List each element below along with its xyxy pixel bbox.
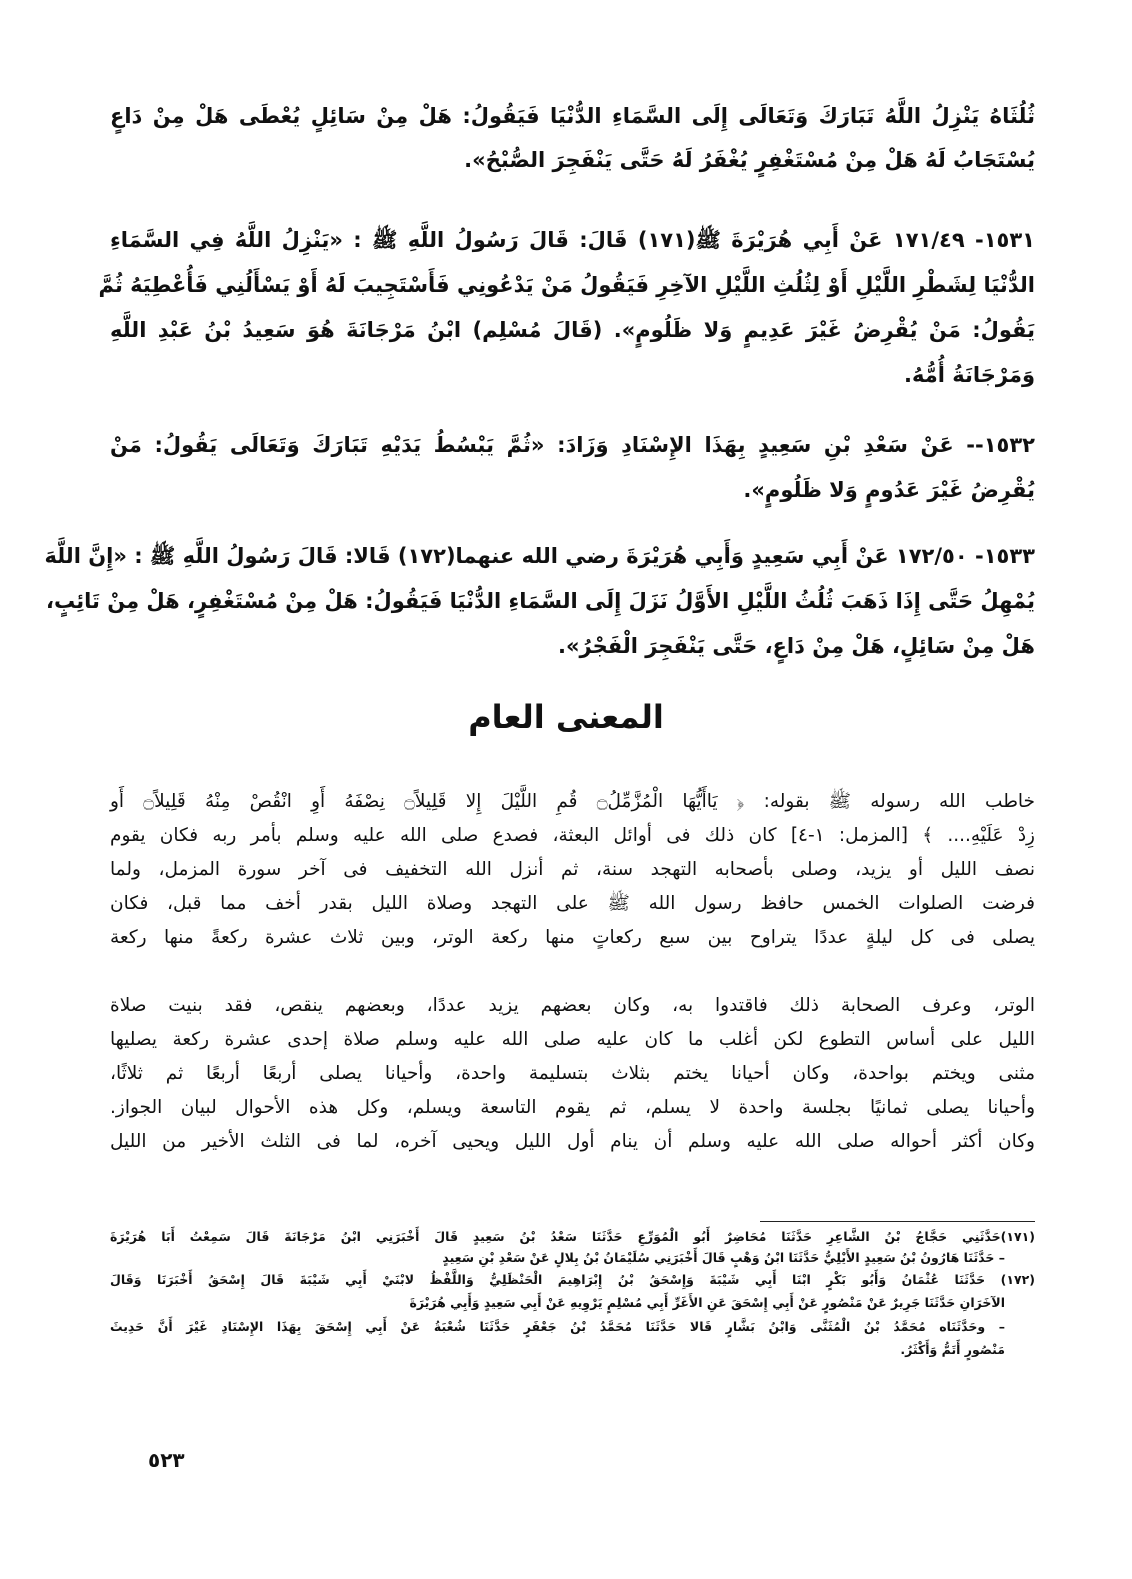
footnote-line: – وحَدَّثَنَاه مُحَمَّدُ بْنُ الْمُثَنَّى وَابْنُ بَشَّارٍ قَالا حَدَّثَنَا مُحَمَّدُ بْنُ جَعْفَرٍ حَدَّثَنَا شُعْبَةُ عَنْ أَبِي إِسْحَقَ بِهَذَا الإِسْنَادِ غَيْرَ أَنَّ حَدِيثَ bbox=[110, 1319, 1005, 1334]
page-number: ٥٢٣ bbox=[148, 1448, 185, 1472]
footnote-172-line: (١٧٢) حَدَّثَنَا عُثْمَانُ وَأَبُو بَكْرٍ ابْنَا أَبِي شَيْبَةَ وَإِسْحَقُ بْنُ إِبْرَاهِيمَ الْحَنْظَلِيُّ وَاللَّفْظُ لابْنَيْ أَبِي شَيْبَةَ قَالَ إِسْحَقُ أَخْبَرَنَا وَقَالَ bbox=[110, 1272, 1035, 1287]
hadith-1533-line: ١٥٣٣- ١٧٢/٥٠ عَنْ أَبِي سَعِيدٍ وَأَبِي هُرَيْرَةَ رضي الله عنهما(١٧٢) قَالا: قَالَ رَسُولُ اللَّهِ ﷺ : «إِنَّ اللَّهَ bbox=[44, 544, 1035, 568]
hadith-line: يُسْتَجَابُ لَهُ هَلْ مِنْ مُسْتَغْفِرٍ يُغْفَرُ لَهُ حَتَّى يَنْفَجِرَ الصُّبْحُ». bbox=[464, 148, 1035, 172]
commentary-line: وكان أكثر أحواله صلى الله عليه وسلم أن ينام أول الليل ويحيى آخره، لما فى الثلث الأخير من الليل bbox=[110, 1131, 1035, 1152]
footnote-line: – حَدَّثَنَا هَارُونُ بْنُ سَعِيدٍ الأَيْلِيُّ حَدَّثَنَا ابْنُ وَهْبٍ قَالَ أَخْبَرَنِي سُلَيْمَانُ بْنُ بِلالٍ عَنْ سَعْدِ بْنِ سَعِيدٍ bbox=[442, 1250, 1005, 1265]
commentary-line: فرضت الصلوات الخمس حافظ رسول الله ﷺ على التهجد وصلاة الليل بقدر أخف مما قبل، فكان bbox=[110, 893, 1035, 914]
commentary-line: الوتر، وعرف الصحابة ذلك فاقتدوا به، وكان بعضهم يزيد عددًا، وبعضهم ينقص، فقد بنيت صلاة bbox=[110, 995, 1035, 1016]
hadith-line: يُقْرِضُ غَيْرَ عَدُومٍ وَلا ظَلُومٍ». bbox=[743, 478, 1035, 502]
hadith-1532-line: ١٥٣٢-- عَنْ سَعْدِ بْنِ سَعِيدٍ بِهَذَا الإِسْنَادِ وَزَادَ: «ثُمَّ يَبْسُطُ يَدَيْهِ تَبَارَكَ وَتَعَالَى يَقُولُ: مَنْ bbox=[110, 433, 1035, 457]
commentary-line: زِدْ عَلَيْهِ.... ﴾ [المزمل: ١-٤] كان ذلك فى أوائل البعثة، فصدع صلى الله عليه وسلم بأمر ربه فكان يقوم bbox=[110, 825, 1035, 846]
hadith-line: يُمْهِلُ حَتَّى إِذَا ذَهَبَ ثُلُثُ اللَّيْلِ الأَوَّلُ نَزَلَ إِلَى السَّمَاءِ الدُّنْيَا فَيَقُولُ: هَلْ مِنْ مُسْتَغْفِرٍ، هَلْ مِنْ تَائِبٍ، bbox=[46, 589, 1035, 613]
hadith-line: الدُّنْيَا لِشَطْرِ اللَّيْلِ أَوْ لِثُلُثِ اللَّيْلِ الآخِرِ فَيَقُولُ مَنْ يَدْعُونِي فَأَسْتَجِيبَ لَهُ أَوْ يَسْأَلُنِي فَأُعْطِيَهُ ثُمَّ bbox=[98, 273, 1035, 297]
footnote-line: مَنْصُورٍ أَتَمُّ وَأَكْثَرُ. bbox=[900, 1342, 1005, 1357]
hadith-line: هَلْ مِنْ سَائِلٍ، هَلْ مِنْ دَاعٍ، حَتَّى يَنْفَجِرَ الْفَجْرُ». bbox=[557, 634, 1035, 658]
hadith-1531-line: ١٥٣١- ١٧١/٤٩ عَنْ أَبِي هُرَيْرَةَ ﷺ(١٧١) قَالَ: قَالَ رَسُولُ اللَّهِ ﷺ : «يَنْزِلُ اللَّهُ فِي السَّمَاءِ bbox=[110, 228, 1035, 252]
commentary-line: يصلى فى كل ليلةٍ عددًا يتراوح بين سبع ركعاتٍ منها ركعة الوتر، وبين ثلاث عشرة ركعةً منها ركعة bbox=[110, 927, 1035, 948]
hadith-line: وَمَرْجَانَةُ أُمُّهُ. bbox=[904, 363, 1035, 387]
commentary-line: خاطب الله رسوله ﷺ بقوله: ﴿ يَاأَيُّهَا الْمُزَّمِّلُ۝ قُمِ اللَّيْلَ إِلا قَلِيلاً۝ نِصْفَهُ أَوِ انْقُصْ مِنْهُ قَلِيلاً۝ أَو bbox=[110, 791, 1035, 812]
hadith-line: ثُلُثَاهُ يَنْزِلُ اللَّهُ تَبَارَكَ وَتَعَالَى إِلَى السَّمَاءِ الدُّنْيَا فَيَقُولُ: هَلْ مِنْ سَائِلٍ يُعْطَى هَلْ مِنْ دَاعٍ bbox=[110, 104, 1035, 128]
commentary-line: وأحيانا يصلى ثمانيًا بجلسة واحدة لا يسلم، ثم يقوم التاسعة ويسلم، وكل هذه الأحوال لبيان الجواز. bbox=[110, 1097, 1035, 1118]
footnote-171-line: (١٧١)حَدَّثَنِي حَجَّاجُ بْنُ الشَّاعِرِ حَدَّثَنَا مُحَاضِرٌ أَبُو الْمُوَرِّعِ حَدَّثَنَا سَعْدُ بْنُ سَعِيدٍ قَالَ أَخْبَرَنِي ابْنُ مَرْجَانَةَ قَالَ سَمِعْتُ أَبَا هُرَيْرَةَ bbox=[110, 1229, 1035, 1244]
hadith-line: يَقُولُ: مَنْ يُقْرِضُ غَيْرَ عَدِيمٍ وَلا ظَلُومٍ». (قَالَ مُسْلِم) ابْنُ مَرْجَانَةَ هُوَ سَعِيدُ بْنُ عَبْدِ اللَّهِ bbox=[110, 318, 1035, 342]
section-title: المعنى العام bbox=[468, 698, 664, 736]
commentary-line: نصف الليل أو يزيد، وصلى بأصحابه التهجد سنة، ثم أنزل الله التخفيف فى آخر سورة المزمل، ولما bbox=[110, 859, 1035, 880]
commentary-line: الليل على أساس التطوع لكن أغلب ما كان عليه صلى الله عليه وسلم صلاة إحدى عشرة ركعة يصليها bbox=[110, 1029, 1035, 1050]
footnote-separator bbox=[760, 1221, 1035, 1222]
commentary-line: مثنى ويختم بواحدة، وكان أحيانا يختم بثلاث بتسليمة واحدة، وأحيانا يصلى أربعًا أربعًا ثم ثلاثًا، bbox=[110, 1063, 1035, 1084]
footnote-line: الآخَرَانِ حَدَّثَنَا جَرِيرٌ عَنْ مَنْصُورٍ عَنْ أَبِي إِسْحَقَ عَنِ الأَغَرِّ أَبِي مُسْلِمٍ يَرْوِيهِ عَنْ أَبِي سَعِيدٍ وَأَبِي هُرَيْرَةَ bbox=[409, 1295, 1005, 1310]
